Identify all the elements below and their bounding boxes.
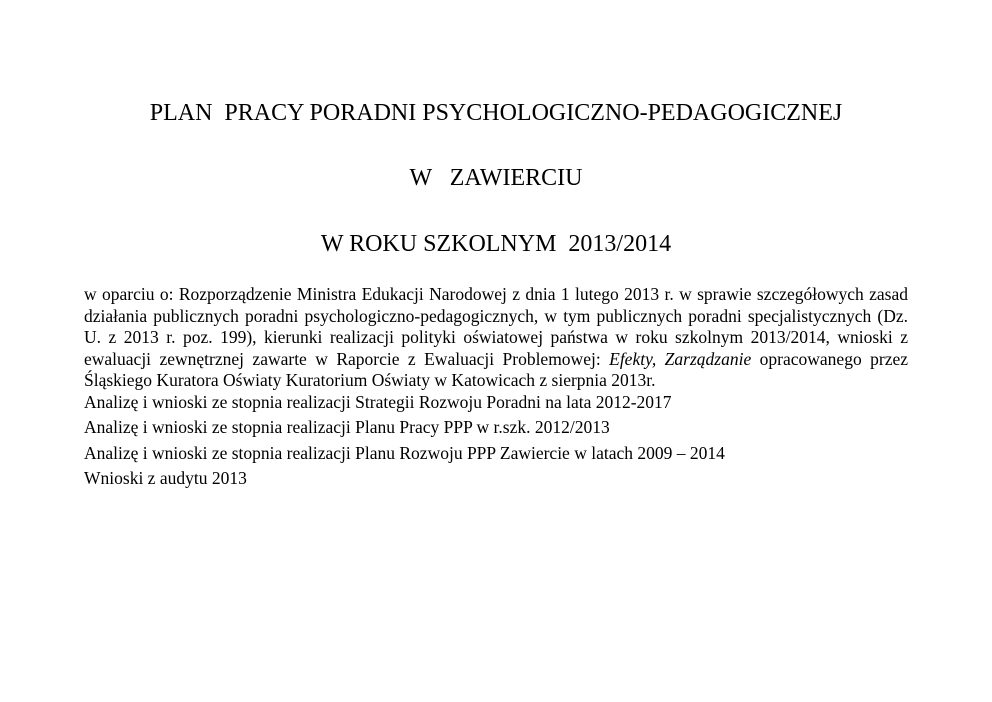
title-line-1: PLAN PRACY PORADNI PSYCHOLOGICZNO-PEDAGOGICZNEJ (149, 100, 843, 126)
intro-italic-text: Efekty, Zarządzanie (609, 348, 752, 369)
basis-item-work-plan: Analizę i wnioski ze stopnia realizacji Planu Pracy PPP w r.szk. 2012/2013 (84, 417, 610, 437)
intro-text-part-2: opracowanego przez Śląskiego Kuratora Oświaty Kuratorium Oświaty w Katowicach z sierpnia 2013r. (84, 348, 909, 390)
document-body (84, 284, 908, 490)
title-line-2: W ZAWIERCIU (409, 165, 583, 191)
basis-item-audit: Wnioski z audytu 2013 (84, 468, 247, 488)
intro-paragraph (84, 284, 908, 392)
title-line-3: W ROKU SZKOLNYM 2013/2014 (320, 231, 672, 257)
basis-item-development-plan: Analizę i wnioski ze stopnia realizacji Planu Rozwoju PPP Zawiercie w latach 2009 – 2014 (84, 442, 725, 463)
intro-text-part-1: w oparciu o: Rozporządzenie Ministra Edukacji Narodowej z dnia 1 lutego 2013 r. w sprawie szczegółowych zasad działania publicznych poradni psychologiczno-pedagogicznych, w tym publicznych poradni specjalistycznych (Dz. U. z 2013 r. poz. 199), kierunki realizacji polityki oświatowej państwa w roku szkolnym 2013/2014, wnioski z ewaluacji zewnętrznej zawarte w Raporcie z Ewaluacji Problemowej: (84, 284, 908, 369)
basis-item-strategy: Analizę i wnioski ze stopnia realizacji Strategii Rozwoju Poradni na lata 2012-2017 (84, 391, 672, 412)
